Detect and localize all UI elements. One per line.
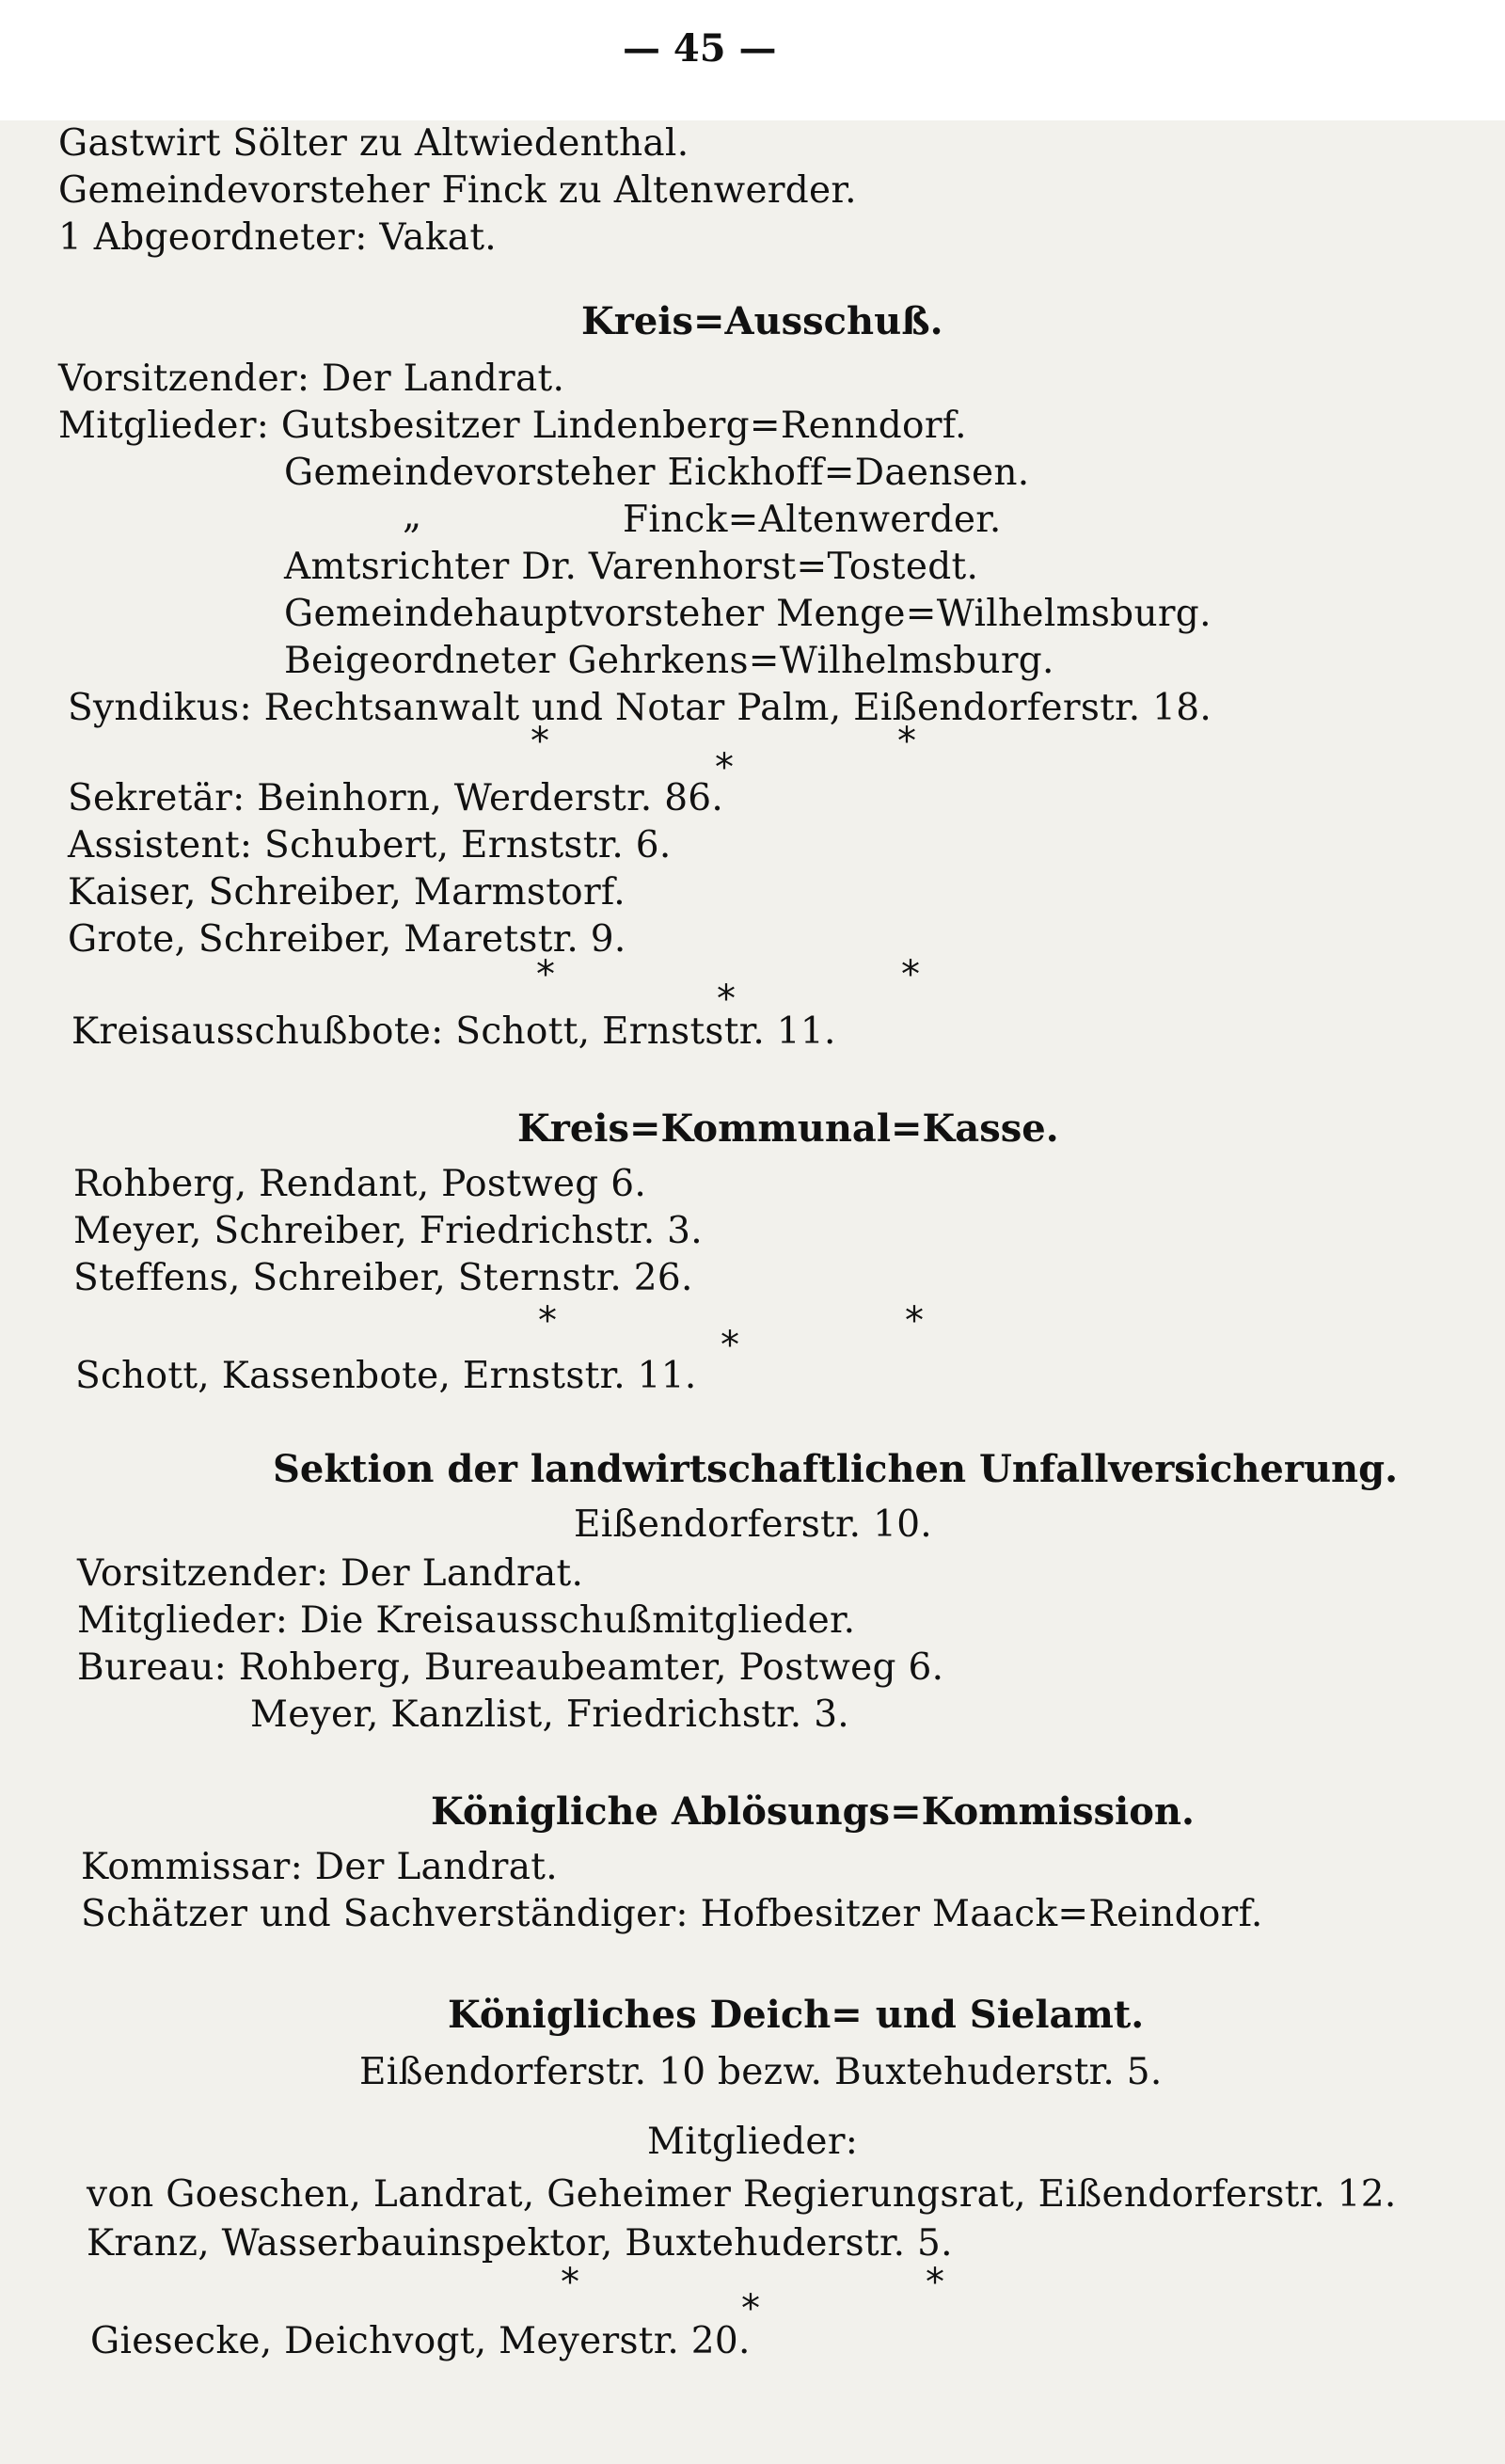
text-line: Meyer, Schreiber, Friedrichstr. 3. (73, 1210, 703, 1252)
text-line: 1 Abgeordneter: Vakat. (58, 216, 497, 259)
text-line: Kommissar: Der Landrat. (81, 1846, 558, 1888)
text-line: Grote, Schreiber, Maretstr. 9. (68, 918, 626, 961)
text-line: Amtsrichter Dr. Varenhorst=Tostedt. (284, 546, 979, 588)
asterisk: * (926, 2261, 944, 2304)
text-line: Kaiser, Schreiber, Marmstorf. (68, 871, 626, 914)
asterisk: * (717, 978, 736, 1021)
ditto-mark: „ (403, 495, 422, 537)
text-line: Mitglieder: Gutsbesitzer Lindenberg=Renndorf. (58, 405, 967, 447)
asterisk: * (715, 746, 734, 789)
text-line: Assistent: Schubert, Ernststr. 6. (68, 824, 672, 866)
text-line: Beigeordneter Gehrkens=Wilhelmsburg. (284, 640, 1054, 682)
section-heading: Kreis=Kommunal=Kasse. (517, 1106, 1059, 1151)
asterisk: * (536, 953, 555, 996)
section-address: Eißendorferstr. 10. (574, 1503, 932, 1546)
text-line: Finck=Altenwerder. (623, 499, 1002, 541)
text-line: Schätzer und Sachverständiger: Hofbesitzer Maack=Reindorf. (81, 1893, 1263, 1935)
text-line: Meyer, Kanzlist, Friedrichstr. 3. (250, 1693, 850, 1736)
members-label: Mitglieder: (647, 2121, 859, 2163)
asterisk: * (538, 1299, 557, 1343)
asterisk: * (531, 720, 549, 763)
text-line: von Goeschen, Landrat, Geheimer Regierungsrat, Eißendorferstr. 12. (87, 2173, 1397, 2216)
page-number: — 45 — (623, 26, 777, 71)
asterisk: * (901, 953, 920, 996)
text-line: Rohberg, Rendant, Postweg 6. (73, 1163, 647, 1205)
text-line: Vorsitzender: Der Landrat. (58, 358, 565, 400)
text-line: Vorsitzender: Der Landrat. (77, 1552, 584, 1595)
text-line: Bureau: Rohberg, Bureaubeamter, Postweg 6. (77, 1646, 944, 1689)
section-heading: Königliche Ablösungs=Kommission. (431, 1789, 1195, 1834)
text-line: Gemeindevorsteher Finck zu Altenwerder. (58, 169, 857, 212)
text-line: Giesecke, Deichvogt, Meyerstr. 20. (90, 2320, 751, 2362)
text-line: Steffens, Schreiber, Sternstr. 26. (73, 1257, 693, 1299)
text-line: Gastwirt Sölter zu Altwiedenthal. (58, 122, 689, 165)
section-heading: Sektion der landwirtschaftlichen Unfallversicherung. (273, 1447, 1398, 1491)
asterisk: * (561, 2261, 579, 2304)
text-line: Kranz, Wasserbauinspektor, Buxtehuderstr. 5. (87, 2222, 953, 2265)
asterisk: * (905, 1299, 924, 1343)
asterisk: * (897, 720, 916, 763)
text-line: Gemeindehauptvorsteher Menge=Wilhelmsburg. (284, 593, 1212, 635)
text-line: Schott, Kassenbote, Ernststr. 11. (75, 1355, 697, 1397)
text-line: Gemeindevorsteher Eickhoff=Daensen. (284, 452, 1030, 494)
asterisk: * (741, 2287, 760, 2330)
text-line: Syndikus: Rechtsanwalt und Notar Palm, Eißendorferstr. 18. (68, 687, 1212, 729)
text-line: Sekretär: Beinhorn, Werderstr. 86. (68, 777, 724, 819)
section-heading: Königliches Deich= und Sielamt. (448, 1993, 1145, 2037)
section-heading: Kreis=Ausschuß. (581, 299, 943, 343)
text-line: Kreisausschußbote: Schott, Ernststr. 11. (71, 1010, 836, 1053)
asterisk: * (721, 1324, 739, 1367)
section-address: Eißendorferstr. 10 bezw. Buxtehuderstr. 5. (359, 2051, 1163, 2093)
text-line: Mitglieder: Die Kreisausschußmitglieder. (77, 1599, 856, 1642)
